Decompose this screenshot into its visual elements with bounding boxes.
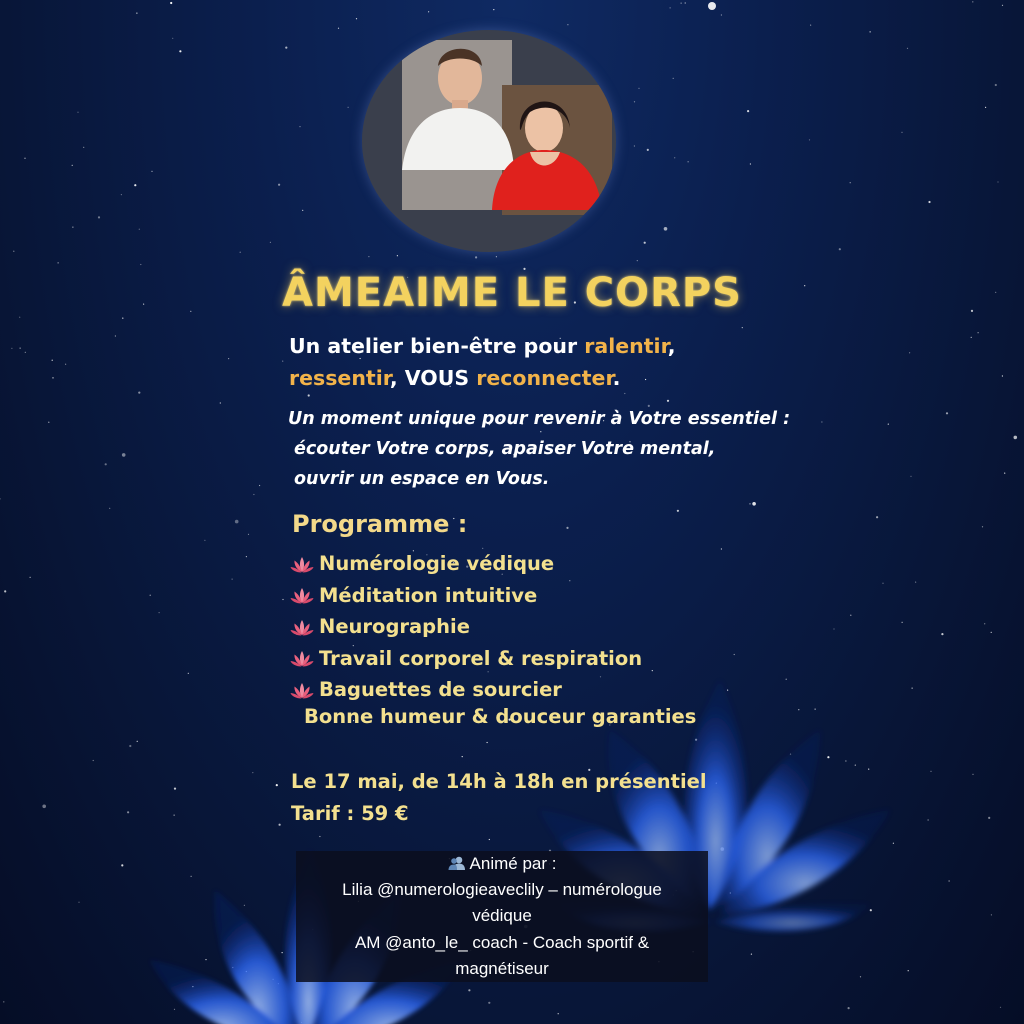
star [971, 337, 972, 338]
star [134, 184, 136, 186]
hosts-photo [362, 30, 616, 252]
list-item [290, 548, 642, 580]
host-line: Lilia @numerologieaveclily – numérologue [342, 880, 662, 900]
star [496, 256, 497, 257]
star [248, 534, 249, 535]
star [42, 805, 46, 809]
star [299, 126, 300, 127]
star [972, 774, 973, 775]
star [121, 194, 122, 195]
bright-star [708, 2, 716, 10]
star [25, 352, 26, 353]
star [428, 11, 429, 12]
star [558, 1013, 559, 1014]
star [995, 84, 997, 86]
programme-heading: Programme : [292, 510, 468, 538]
tagline-text: Un atelier bien-être pour [289, 334, 585, 358]
star [910, 476, 911, 477]
star [1014, 436, 1018, 440]
star [105, 463, 107, 465]
star [11, 348, 12, 349]
star [677, 510, 679, 512]
star [860, 976, 861, 977]
star [188, 673, 189, 674]
programme-list [290, 548, 642, 706]
host-line: magnétiseur [455, 958, 549, 978]
star [907, 48, 908, 49]
star [13, 251, 14, 252]
star [985, 107, 986, 108]
list-item [290, 674, 642, 706]
intro-line: écouter Votre corps, apaiser Votre mental, [294, 439, 716, 459]
star [228, 358, 229, 359]
tagline-accent-ralentir: ralentir [584, 334, 668, 358]
star [83, 147, 84, 148]
star [749, 503, 750, 504]
star [127, 811, 129, 813]
star [833, 628, 834, 629]
tagline-accent-ressentir: ressentir [289, 366, 390, 390]
star [638, 88, 639, 89]
star [276, 784, 278, 786]
star [179, 50, 181, 52]
hosts-box [296, 851, 708, 982]
star [991, 914, 992, 915]
star [489, 839, 490, 840]
intro-line: Un moment unique pour revenir à Votre essentiel : [288, 409, 791, 429]
star [988, 817, 990, 819]
star [462, 756, 463, 757]
star [58, 262, 59, 263]
star [681, 3, 682, 4]
star [850, 182, 851, 183]
tagline [289, 330, 769, 394]
star [810, 25, 811, 26]
star [121, 864, 123, 866]
star [65, 364, 66, 365]
star [634, 145, 635, 146]
star [566, 527, 568, 529]
star [72, 165, 73, 166]
star [912, 688, 913, 689]
star [673, 78, 674, 79]
lotus-icon [290, 587, 314, 605]
star [232, 579, 233, 580]
star [634, 101, 635, 102]
star [151, 171, 152, 172]
intro-paragraph [288, 404, 848, 494]
star [747, 110, 749, 112]
star [688, 161, 689, 162]
star [997, 181, 998, 182]
star [882, 583, 883, 584]
star [282, 361, 283, 362]
star [870, 31, 871, 32]
star [302, 210, 303, 211]
star [252, 772, 253, 773]
star [915, 582, 916, 583]
star [946, 412, 948, 414]
star [19, 317, 20, 318]
star [170, 2, 172, 4]
star [721, 14, 722, 15]
intro-line: ouvrir un espace en Vous. [294, 469, 550, 489]
star [368, 256, 369, 257]
star [246, 556, 247, 557]
star [991, 632, 992, 633]
star [319, 836, 320, 837]
star [750, 163, 751, 164]
star [4, 590, 6, 592]
star [285, 47, 287, 49]
star [98, 216, 100, 218]
tagline-text: , [667, 334, 676, 358]
star [24, 158, 25, 159]
star [972, 1, 973, 2]
star [115, 335, 116, 336]
star [941, 633, 943, 635]
star [356, 18, 357, 19]
star [279, 824, 281, 826]
star [174, 815, 175, 816]
programme-item: Méditation intuitive [319, 583, 538, 607]
star [348, 107, 349, 108]
star [338, 28, 339, 29]
star [909, 352, 910, 353]
star [848, 1007, 850, 1009]
star [240, 252, 241, 253]
star [809, 139, 810, 140]
star [93, 760, 94, 761]
workshop-title: ÂMEAIME LE CORPS [281, 270, 742, 316]
hosts-heading [296, 851, 708, 877]
star [140, 264, 141, 265]
star [984, 623, 985, 624]
closing-line: Bonne humeur & douceur garanties [304, 705, 697, 728]
star [664, 227, 668, 231]
star [488, 1002, 490, 1004]
lotus-icon [290, 619, 314, 637]
star [278, 184, 280, 186]
star [876, 516, 878, 518]
star [253, 494, 254, 495]
tagline-text: . [612, 366, 621, 390]
star [850, 615, 851, 616]
star [52, 377, 53, 378]
star [220, 402, 221, 403]
star [48, 422, 49, 423]
star [978, 332, 979, 333]
star [0, 498, 1, 499]
event-price: Tarif : 59 € [291, 802, 409, 825]
list-item [290, 580, 642, 612]
star [122, 453, 126, 457]
people-icon [448, 855, 466, 871]
lotus-icon [290, 682, 314, 700]
hosts-photo-illustration [362, 30, 616, 252]
star [1002, 375, 1003, 376]
event-date: Le 17 mai, de 14h à 18h en présentiel [291, 770, 707, 793]
programme-item: Numérologie védique [319, 552, 555, 575]
star [567, 24, 568, 25]
star [982, 526, 983, 527]
star [493, 9, 494, 10]
star [930, 771, 931, 772]
star [1004, 473, 1005, 474]
star [908, 970, 909, 971]
star [52, 360, 53, 361]
star [159, 612, 160, 613]
tagline-accent-reconnecter: reconnecter [476, 366, 613, 390]
hosts-label: Animé par : [469, 854, 557, 873]
star [30, 577, 31, 578]
host-line: AM @anto_le_ coach - Coach sportif & [354, 932, 650, 952]
star [139, 229, 140, 230]
star [282, 599, 283, 600]
star [270, 242, 271, 243]
star [138, 392, 140, 394]
tagline-text: , VOUS [389, 366, 477, 390]
star [644, 242, 646, 244]
star [308, 394, 310, 396]
star [901, 132, 902, 133]
star [902, 622, 903, 623]
star [888, 424, 889, 425]
star [667, 400, 669, 402]
star [137, 741, 138, 742]
star [174, 788, 176, 790]
programme-item: Travail corporel & respiration [319, 646, 643, 670]
star [235, 520, 239, 524]
star [928, 201, 930, 203]
star [475, 256, 477, 258]
lotus-icon [290, 650, 314, 668]
star [1002, 5, 1003, 6]
star [72, 227, 73, 228]
star [78, 902, 79, 903]
host-line: védique [472, 906, 532, 926]
star [647, 149, 649, 151]
star [397, 255, 398, 256]
star [685, 2, 686, 3]
star [1000, 1007, 1001, 1008]
star [734, 654, 735, 655]
star [3, 1001, 4, 1002]
star [172, 38, 173, 39]
star [109, 508, 110, 509]
star [721, 548, 722, 549]
programme-item: Baguettes de sourcier [319, 678, 562, 701]
lotus-icon [290, 556, 314, 574]
star [150, 595, 151, 596]
star [259, 485, 260, 486]
star [637, 260, 638, 261]
star [949, 880, 950, 881]
star [839, 248, 841, 250]
star [674, 157, 675, 158]
star [122, 318, 123, 319]
list-item [290, 611, 642, 643]
star [752, 502, 756, 506]
star [742, 327, 743, 328]
star [487, 742, 488, 743]
list-item [290, 643, 642, 675]
star [670, 7, 671, 8]
event-details [291, 766, 707, 830]
star [928, 819, 929, 820]
star [204, 540, 205, 541]
programme-item: Neurographie [319, 615, 470, 638]
star [136, 13, 137, 14]
star [20, 348, 21, 349]
star [77, 112, 78, 113]
star [129, 745, 131, 747]
